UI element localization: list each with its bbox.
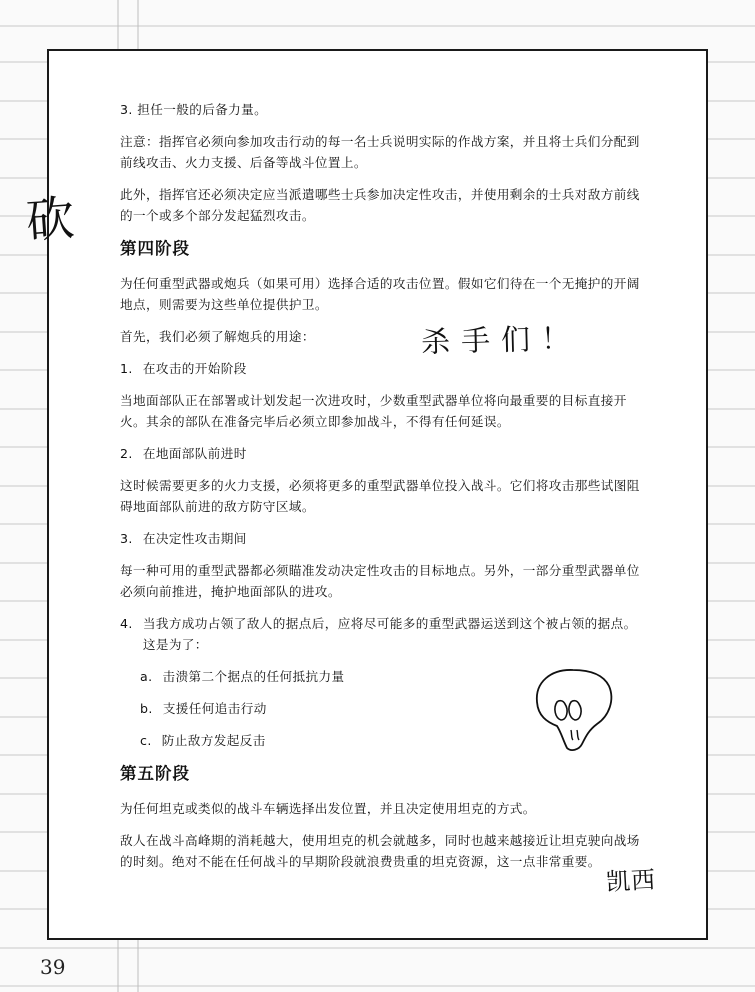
paragraph-reserve-force: 3. 担任一般的后备力量。 <box>120 102 268 117</box>
skull-doodle-icon <box>527 664 619 756</box>
page-number: 39 <box>40 955 66 979</box>
handwritten-margin-character: 砍 <box>24 190 77 250</box>
list-item-body: 当地面部队正在部署或计划发起一次进攻时，少数重型武器单位将向最重要的目标直接开火。其余的部队在准备完毕后必须立即参加战斗，不得有任何延误。 <box>120 393 627 429</box>
list-number: 2. <box>120 446 133 461</box>
list-number: 3. <box>120 531 133 546</box>
list-item-title <box>120 528 642 549</box>
document-page <box>47 49 708 940</box>
list-number: 4. <box>120 616 133 631</box>
paragraph-decisive-attack: 此外，指挥官还必须决定应当派遣哪些士兵参加决定性攻击，并使用剩余的士兵对敌方前线的一个或多个部分发起猛烈攻击。 <box>120 187 640 223</box>
list-item-title <box>120 358 642 379</box>
sub-list-letter: a. <box>140 669 153 684</box>
list-item-body: 每一种可用的重型武器都必须瞄准发动决定性攻击的目标地点。另外，一部分重型武器单位必须向前推进，掩护地面部队的进攻。 <box>120 563 640 599</box>
list-title: 在地面部队前进时 <box>142 446 247 461</box>
paragraph-phase4-intro: 为任何重型武器或炮兵（如果可用）选择合适的攻击位置。假如它们待在一个无掩护的开阔地点，则需要为这些单位提供护卫。 <box>120 276 640 312</box>
paragraph-phase4-lead: 首先，我们必须了解炮兵的用途： <box>120 329 315 344</box>
list-item-body: 这时候需要更多的火力支援，必须将更多的重型武器单位投入战斗。它们将攻击那些试图阻碍地面部队前进的敌方防守区域。 <box>120 478 640 514</box>
heading-phase-5: 第五阶段 <box>120 764 190 783</box>
heading-phase-4: 第四阶段 <box>120 239 190 258</box>
page-content <box>120 99 642 883</box>
list-title: 在决定性攻击期间 <box>142 531 247 546</box>
paragraph-note: 注意：指挥官必须向参加攻击行动的每一名士兵说明实际的作战方案，并且将士兵们分配到前线攻击、火力支援、后备等战斗位置上。 <box>120 134 640 170</box>
list-number: 1. <box>120 361 133 376</box>
sub-list-letter: b. <box>140 701 153 716</box>
sub-list-text: 防止敌方发起反击 <box>161 733 266 748</box>
list-title: 在攻击的开始阶段 <box>142 361 247 376</box>
paragraph-phase5-intro: 为任何坦克或类似的战斗车辆选择出发位置，并且决定使用坦克的方式。 <box>120 801 536 816</box>
list-item-title <box>120 443 642 464</box>
paragraph-phase5-tanks: 敌人在战斗高峰期的消耗越大，使用坦克的机会就越多，同时也越来越接近让坦克驶向战场的时刻。绝对不能在任何战斗的早期阶段就浪费贵重的坦克资源，这一点非常重要。 <box>120 833 640 869</box>
sub-list-text: 支援任何追击行动 <box>162 701 267 716</box>
handwritten-signature: 凯西 <box>605 865 657 897</box>
list-item-4 <box>120 613 642 655</box>
sub-list-letter: c. <box>140 733 152 748</box>
sub-list-text: 击溃第二个据点的任何抵抗力量 <box>162 669 345 684</box>
list-item-4-text: 当我方成功占领了敌人的据点后，应将尽可能多的重型武器运送到这个被占领的据点。这是为了： <box>142 616 637 652</box>
handwritten-killers-note: 杀手们！ <box>420 320 582 360</box>
